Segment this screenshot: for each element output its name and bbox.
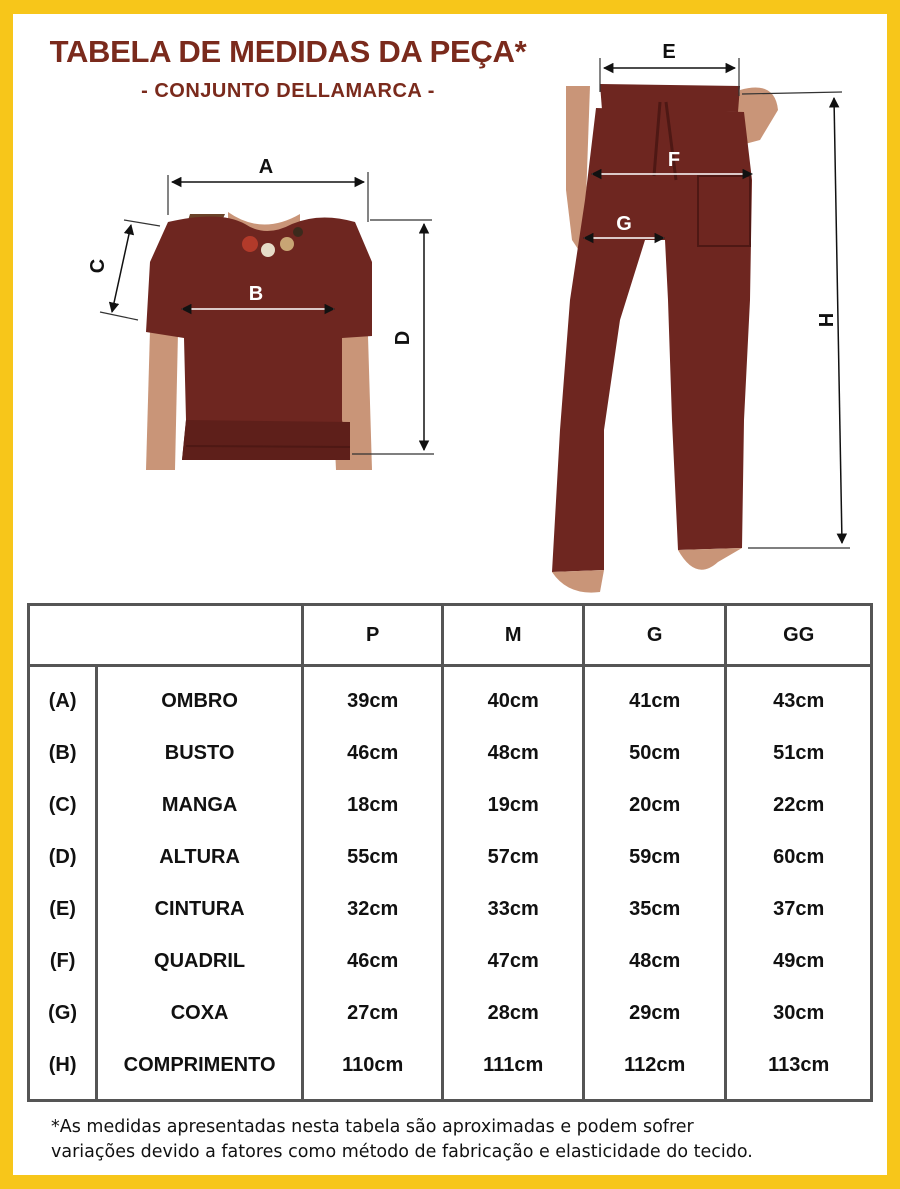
- table-row: [29, 883, 872, 935]
- size-header: G: [583, 605, 726, 666]
- size-table: [27, 603, 873, 1102]
- table-cell: 32cm: [302, 883, 443, 935]
- table-cell: 110cm: [302, 1039, 443, 1101]
- table-cell: 111cm: [443, 1039, 584, 1101]
- row-code: (C): [29, 779, 97, 831]
- table-cell: 46cm: [302, 727, 443, 779]
- table-cell: 27cm: [302, 987, 443, 1039]
- row-label: BUSTO: [97, 727, 303, 779]
- table-cell: 60cm: [726, 831, 872, 883]
- table-cell: 37cm: [726, 883, 872, 935]
- table-cell: 22cm: [726, 779, 872, 831]
- table-cell: 39cm: [302, 666, 443, 728]
- table-cell: 57cm: [443, 831, 584, 883]
- table-cell: 51cm: [726, 727, 872, 779]
- table-cell: 30cm: [726, 987, 872, 1039]
- table-cell: 55cm: [302, 831, 443, 883]
- table-cell: 18cm: [302, 779, 443, 831]
- row-label: CINTURA: [97, 883, 303, 935]
- table-cell: 47cm: [443, 935, 584, 987]
- table-header-row: [29, 605, 872, 666]
- page-title: TABELA DE MEDIDAS DA PEÇA*: [49, 34, 527, 69]
- footnote: [51, 1115, 881, 1165]
- row-code: (H): [29, 1039, 97, 1101]
- label-b: B: [248, 283, 264, 305]
- page-subtitle: - CONJUNTO DELLAMARCA -: [141, 80, 435, 102]
- row-label: COXA: [97, 987, 303, 1039]
- table-cell: 48cm: [443, 727, 584, 779]
- table-cell: 50cm: [583, 727, 726, 779]
- label-g: G: [616, 213, 632, 235]
- table-cell: 41cm: [583, 666, 726, 728]
- table-row: [29, 779, 872, 831]
- row-label: ALTURA: [97, 831, 303, 883]
- blouse-figure: [87, 156, 434, 470]
- table-cell: 59cm: [583, 831, 726, 883]
- size-header: GG: [726, 605, 872, 666]
- table-cell: 113cm: [726, 1039, 872, 1101]
- table-cell: 46cm: [302, 935, 443, 987]
- label-f: F: [667, 149, 681, 171]
- table-cell: 112cm: [583, 1039, 726, 1101]
- label-d: D: [392, 330, 414, 346]
- label-c: C: [87, 258, 109, 274]
- table-row: [29, 1039, 872, 1101]
- table-cell: 29cm: [583, 987, 726, 1039]
- label-e: E: [662, 41, 676, 63]
- table-cell: 35cm: [583, 883, 726, 935]
- table-row: [29, 666, 872, 728]
- table-cell: 49cm: [726, 935, 872, 987]
- table-cell: 20cm: [583, 779, 726, 831]
- table-cell: 19cm: [443, 779, 584, 831]
- row-label: OMBRO: [97, 666, 303, 728]
- table-cell: 40cm: [443, 666, 584, 728]
- label-a: A: [258, 156, 274, 178]
- row-code: (F): [29, 935, 97, 987]
- size-header: P: [302, 605, 443, 666]
- label-h: H: [814, 312, 836, 328]
- row-label: MANGA: [97, 779, 303, 831]
- footnote-line: *As medidas apresentadas nesta tabela são aproximadas e podem sofrer: [51, 1117, 694, 1137]
- row-label: QUADRIL: [97, 935, 303, 987]
- row-code: (D): [29, 831, 97, 883]
- table-row: [29, 935, 872, 987]
- pants-figure: [552, 41, 850, 593]
- table-corner-cell: [29, 605, 303, 666]
- table-row: [29, 727, 872, 779]
- table-row: [29, 987, 872, 1039]
- row-code: (B): [29, 727, 97, 779]
- footnote-line: variações devido a fatores como método de fabricação e elasticidade do tecido.: [51, 1142, 753, 1162]
- table-cell: 48cm: [583, 935, 726, 987]
- row-code: (G): [29, 987, 97, 1039]
- table-cell: 33cm: [443, 883, 584, 935]
- table-cell: 28cm: [443, 987, 584, 1039]
- table-row: [29, 831, 872, 883]
- row-code: (A): [29, 666, 97, 728]
- table-cell: 43cm: [726, 666, 872, 728]
- row-code: (E): [29, 883, 97, 935]
- size-header: M: [443, 605, 584, 666]
- row-label: COMPRIMENTO: [97, 1039, 303, 1101]
